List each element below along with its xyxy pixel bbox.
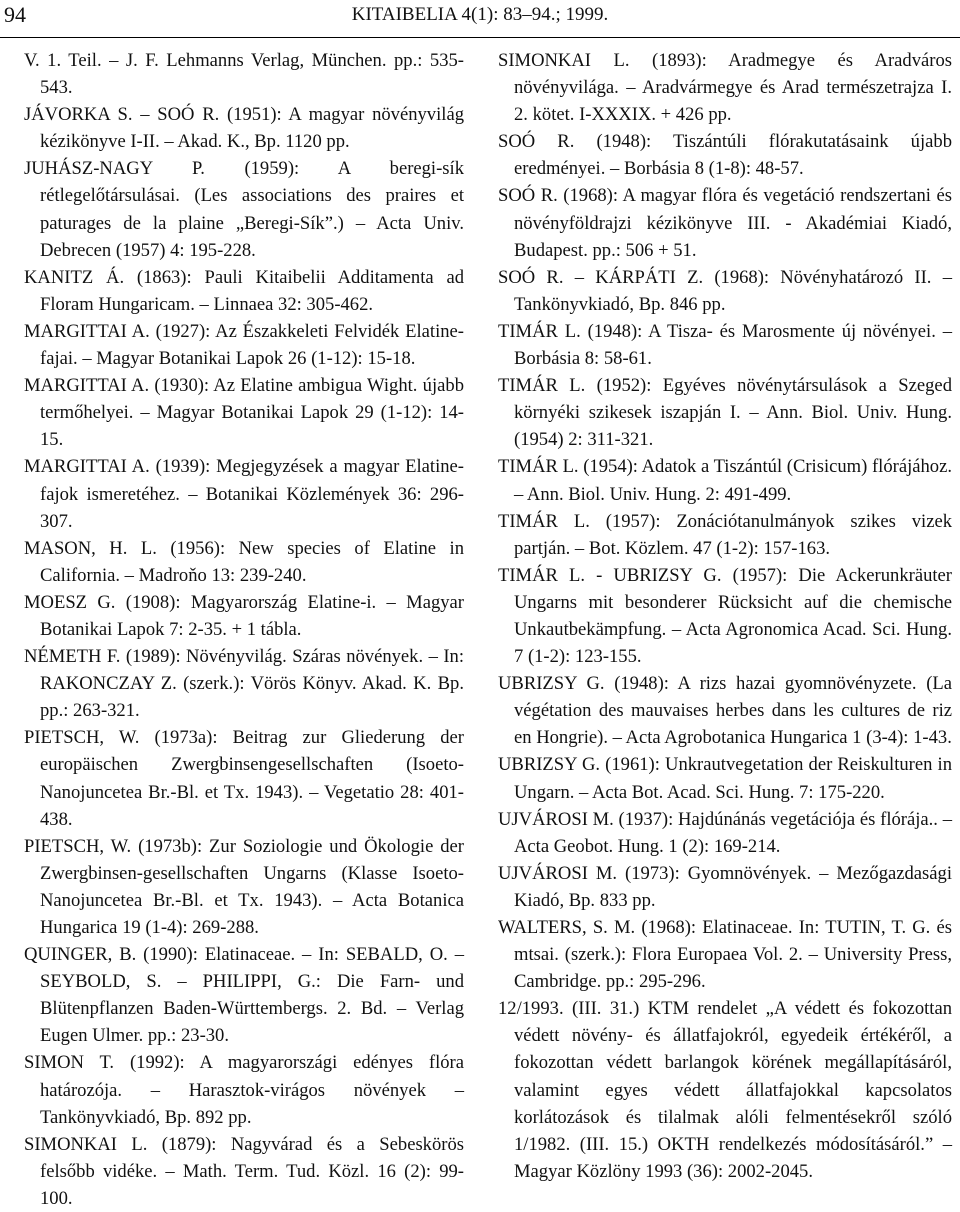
reference-entry: 12/1993. (III. 31.) KTM rendelet „A védett és fokozottan védett növény- és állatfajokról, egyedeik értékéről, a fokozottan védett barlangok körének megállapításáról, valamint egyes védett állatfajokkal kapcsolatos korlátozások és tilalmak alóli felmentésekről szóló 1/1982. (III. 15.) OKTH rendelkezés módosításáról.” – Magyar Közlöny 1993 (36): 2002-2045. bbox=[498, 998, 952, 1182]
reference-entry: QUINGER, B. (1990): Elatinaceae. – In: SEBALD, O. – SEYBOLD, S. – PHILIPPI, G.: Die Farn- und Blütenpflanzen Baden-Württembergs. 2. Bd. – Verlag Eugen Ulmer. pp.: 23-30. bbox=[24, 944, 464, 1047]
reference-entry: TIMÁR L. (1948): A Tisza- és Marosmente új növényei. – Borbásia 8: 58-61. bbox=[498, 320, 952, 370]
reference-entry: V. 1. Teil. – J. F. Lehmanns Verlag, München. pp.: 535-543. bbox=[24, 50, 464, 99]
reference-entry: UJVÁROSI M. (1937): Hajdúnánás vegetációja és flórája.. – Acta Geobot. Hung. 1 (2): 169-214. bbox=[498, 808, 952, 857]
reference-entry: TIMÁR L. (1954): Adatok a Tiszántúl (Crisicum) flórájához. – Ann. Biol. Univ. Hung. 2: 491-499. bbox=[498, 456, 952, 505]
reference-entry: TIMÁR L. (1952): Egyéves növénytársulások a Szeged környéki szikesek iszapján I. – Ann. Biol. Univ. Hung. (1954) 2: 311-321. bbox=[498, 375, 952, 451]
reference-column-right bbox=[498, 47, 952, 1185]
reference-entry: PIETSCH, W. (1973a): Beitrag zur Gliederung der europäischen Zwergbinsengesellschaften (Isoeto-Nanojuncetea Br.-Bl. et Tx. 1943). – Vegetatio 28: 401-438. bbox=[24, 727, 464, 830]
reference-column-left bbox=[24, 47, 464, 1212]
reference-entry: SOÓ R. (1948): Tiszántúli flórakutatásaink újabb eredményei. – Borbásia 8 (1-8): 48-57. bbox=[498, 131, 952, 180]
reference-entry: MOESZ G. (1908): Magyarország Elatine-i. – Magyar Botanikai Lapok 7: 2-35. + 1 tábla. bbox=[24, 591, 464, 640]
header-rule bbox=[0, 37, 960, 38]
reference-entry: SIMONKAI L. (1893): Aradmegye és Aradváros növényvilága. – Aradvármegye és Arad természetrajza I. 2. kötet. I-XXXIX. + 426 pp. bbox=[498, 50, 952, 126]
running-title: KITAIBELIA 4(1): 83–94.; 1999. bbox=[351, 4, 609, 25]
reference-entry: SOÓ R. – KÁRPÁTI Z. (1968): Növényhatározó II. – Tankönyvkiadó, Bp. 846 pp. bbox=[498, 266, 952, 315]
reference-entry: MARGITTAI A. (1939): Megjegyzések a magyar Elatine-fajok ismeretéhez. – Botanikai Közlemények 36: 296-307. bbox=[24, 456, 464, 532]
reference-entry: SIMON T. (1992): A magyarországi edényes flóra határozója. – Harasztok-virágos növények – Tankönyvkiadó, Bp. 892 pp. bbox=[24, 1052, 464, 1128]
reference-entry: UBRIZSY G. (1948): A rizs hazai gyomnövényzete. (La végétation des mauvaises herbes dans les cultures de riz en Hongrie). – Acta Agrobotanica Hungarica 1 (3-4): 1-43. bbox=[498, 673, 952, 749]
reference-entry: UJVÁROSI M. (1973): Gyomnövények. – Mezőgazdasági Kiadó, Bp. 833 pp. bbox=[498, 862, 952, 911]
reference-entry: UBRIZSY G. (1961): Unkrautvegetation der Reiskulturen in Ungarn. – Acta Bot. Acad. Sci. Hung. 7: 175-220. bbox=[498, 754, 952, 803]
page-number: 94 bbox=[4, 2, 26, 27]
reference-entry: MASON, H. L. (1956): New species of Elatine in California. – Madroňo 13: 239-240. bbox=[24, 537, 464, 586]
reference-entry: MARGITTAI A. (1930): Az Elatine ambigua Wight. újabb termőhelyei. – Magyar Botanikai Lapok 29 (1-12): 14-15. bbox=[24, 375, 464, 451]
reference-entry: JÁVORKA S. – SOÓ R. (1951): A magyar növényvilág kézikönyve I-II. – Akad. K., Bp. 1120 pp. bbox=[24, 104, 464, 153]
reference-entry: KANITZ Á. (1863): Pauli Kitaibelii Additamenta ad Floram Hungaricam. – Linnaea 32: 305-462. bbox=[24, 266, 464, 315]
reference-entry: TIMÁR L. (1957): Zonációtanulmányok szikes vizek partján. – Bot. Közlem. 47 (1-2): 157-163. bbox=[498, 510, 952, 559]
reference-entry: PIETSCH, W. (1973b): Zur Soziologie und Ökologie der Zwergbinsen-gesellschaften Ungarns (Klasse Isoeto-Nanojuncetea Br.-Bl. et Tx. 1943). – Acta Botanica Hungarica 19 (1-4): 269-288. bbox=[24, 835, 464, 938]
reference-entry: MARGITTAI A. (1927): Az Északkeleti Felvidék Elatine-fajai. – Magyar Botanikai Lapok 26 (1-12): 15-18. bbox=[24, 320, 464, 370]
page-header bbox=[0, 0, 960, 38]
reference-entry: WALTERS, S. M. (1968): Elatinaceae. In: TUTIN, T. G. és mtsai. (szerk.): Flora Europaea Vol. 2. – University Press, Cambridge. pp.: 295-296. bbox=[498, 917, 952, 993]
reference-entry: TIMÁR L. - UBRIZSY G. (1957): Die Ackerunkräuter Ungarns mit besonderer Rücksicht auf die chemische Unkautbekämpfung. – Acta Agronomica Acad. Sci. Hung. 7 (1-2): 123-155. bbox=[498, 564, 952, 668]
reference-entry: SOÓ R. (1968): A magyar flóra és vegetáció rendszertani és növényföldrajzi kézikönyve III. - Akadémiai Kiadó, Budapest. pp.: 506 + 51. bbox=[498, 185, 952, 261]
reference-entry: NÉMETH F. (1989): Növényvilág. Száras növények. – In: RAKONCZAY Z. (szerk.): Vörös Könyv. Akad. K. Bp. pp.: 263-321. bbox=[24, 646, 464, 722]
reference-entry: JUHÁSZ-NAGY P. (1959): A beregi-sík rétlegelőtársulásai. (Les associations des praires et paturages de la plaine „Beregi-Sík”.) – Acta Univ. Debrecen (1957) 4: 195-228. bbox=[24, 158, 464, 261]
reference-entry: SIMONKAI L. (1879): Nagyvárad és a Sebeskörös felsőbb vidéke. – Math. Term. Tud. Közl. 16 (2): 99-100. bbox=[24, 1133, 464, 1209]
